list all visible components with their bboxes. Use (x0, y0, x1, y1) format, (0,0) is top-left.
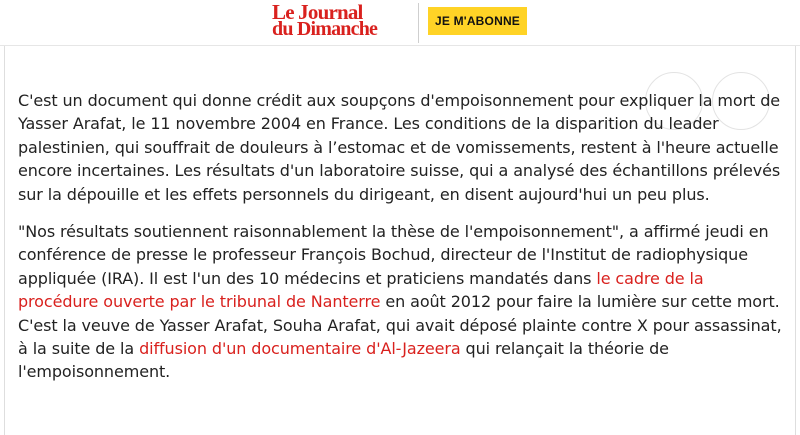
site-header (0, 0, 800, 46)
article-paragraph-1: C'est un document qui donne crédit aux soupçons d'empoisonnement pour expliquer la mort de Yasser Arafat, le 11 novembre 2004 en France. Les conditions de la disparition du leader palestinien, qui souffrait de douleurs à l’estomac et de vomissements, restent à l'heure actuelle encore incertaines. Les résultats d'un laboratoire suisse, qui a analysé des échantillons prélevés sur la dépouille et les effets personnels du dirigeant, en disent aujourd'hui un peu plus. (18, 91, 781, 204)
tribunal-procedure-link[interactable]: le cadre de la procédure ouverte par le tribunal de Nanterre (18, 268, 704, 312)
paragraph-text: en août 2012 pour faire la lumière sur cette mort. C'est la veuve de Yasser Arafat, Souha Arafat, qui avait déposé plainte contre X pour assassinat, à la suite de la (18, 292, 782, 359)
logo-line-1: Le Journal (272, 0, 363, 24)
header-divider (418, 3, 419, 43)
paragraph-text: "Nos résultats soutiennent raisonnablement la thèse de l'empoisonnement", a affirmé jeudi en conférence de presse le professeur François Bochud, directeur de l'Institut de radiophysique appliquée (IRA). Il est l'un des 10 médecins et praticiens mandatés dans (18, 222, 769, 288)
article-paragraph-2 (18, 220, 788, 384)
logo-line-2: du Dimanche (272, 18, 378, 40)
subscribe-button[interactable]: JE M'ABONNE (428, 7, 527, 35)
paragraph-text: qui relançait la théorie de l'empoisonnement. (18, 339, 669, 382)
al-jazeera-documentary-link[interactable]: diffusion d'un documentaire d'Al-Jazeera (139, 339, 461, 359)
article-body (18, 89, 788, 398)
site-logo[interactable] (272, 0, 414, 40)
